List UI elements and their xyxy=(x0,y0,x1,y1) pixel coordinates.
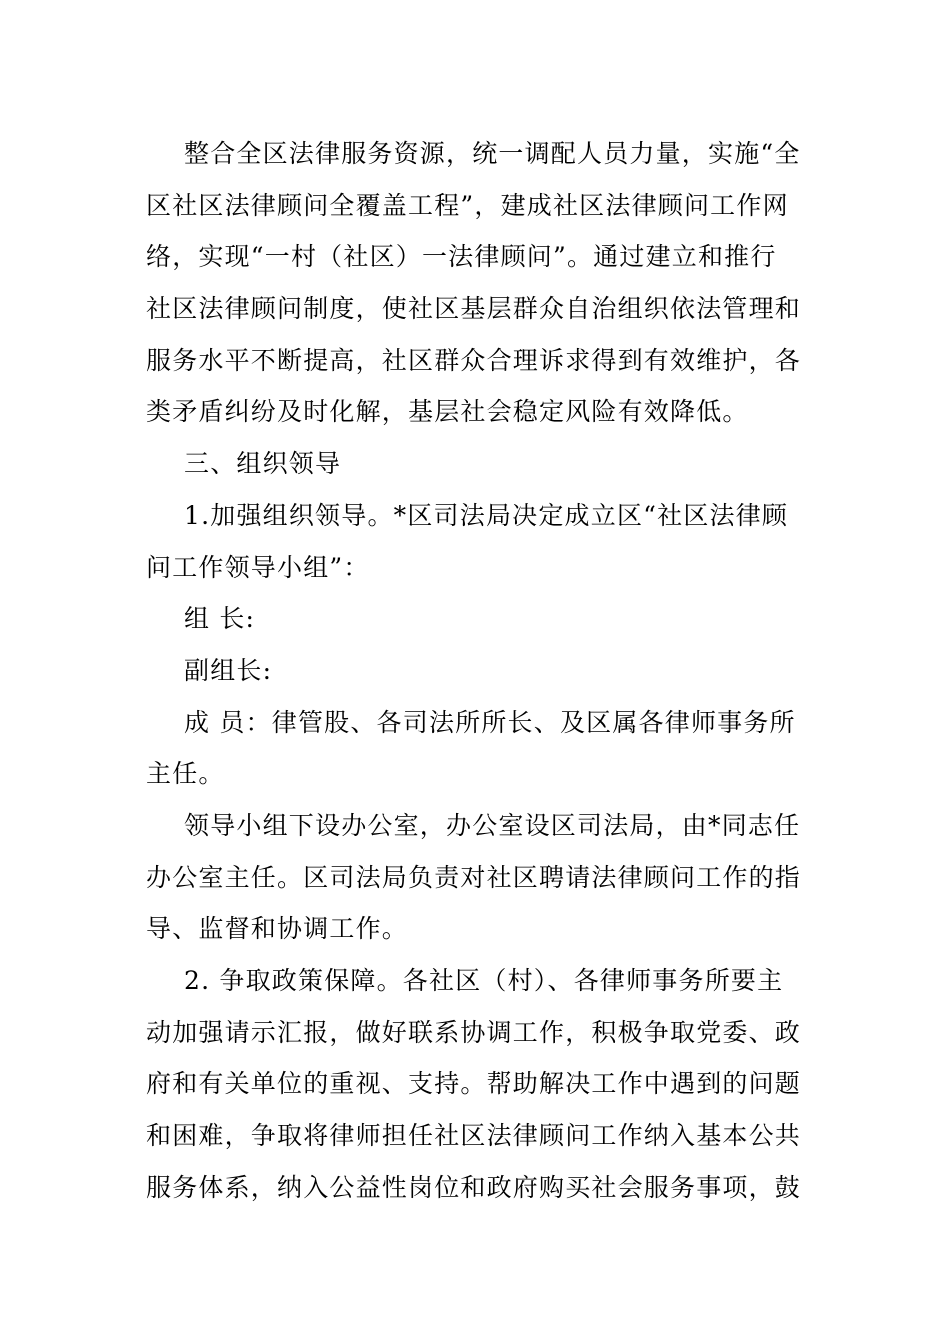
deputy-leader-line: 副组长: xyxy=(184,655,273,685)
body-text xyxy=(146,128,806,1213)
text-line-1: 整合全区法律服务资源，统一调配人员力量，实施“全 xyxy=(184,139,801,168)
text-line-2: 区社区法律顾问全覆盖工程”，建成社区法律顾问工作网 xyxy=(146,190,789,220)
text-line-6: 类矛盾纠纷及时化解，基层社会稳定风险有效降低。 xyxy=(146,397,749,427)
text-line-14: 领导小组下设办公室，办公室设区司法局，由*同志任 xyxy=(184,810,801,840)
members-line: 成 员：律管股、各司法所所长、及区属各律师事务所 xyxy=(184,707,796,737)
text-line-20: 和困难，争取将律师担任社区法律顾问工作纳入基本公共 xyxy=(146,1121,802,1151)
text-line-13: 主任。 xyxy=(146,759,225,789)
text-line-21: 服务体系，纳入公益性岗位和政府购买社会服务事项，鼓 xyxy=(146,1172,802,1202)
group-leader-line: 组 长: xyxy=(184,604,256,634)
text-line-17: 2. 争取政策保障。各社区（村）、各律师事务所要主 xyxy=(184,966,784,995)
text-line-3: 络，实现“一村（社区）一法律顾问”。通过建立和推行 xyxy=(146,242,777,272)
text-line-8: 1.加强组织领导。*区司法局决定成立区“社区法律顾 xyxy=(184,500,789,530)
section-heading-organization: 三、组织领导 xyxy=(184,449,342,479)
text-line-9: 问工作领导小组”： xyxy=(146,552,370,582)
text-line-19: 府和有关单位的重视、支持。帮助解决工作中遇到的问题 xyxy=(146,1069,802,1099)
text-line-5: 服务水平不断提高，社区群众合理诉求得到有效维护，各 xyxy=(146,345,802,375)
text-line-4: 社区法律顾问制度，使社区基层群众自治组织依法管理和 xyxy=(146,294,802,324)
text-line-18: 动加强请示汇报，做好联系协调工作，积极争取党委、政 xyxy=(146,1017,802,1047)
text-line-16: 导、监督和协调工作。 xyxy=(146,914,409,944)
text-line-15: 办公室主任。区司法局负责对社区聘请法律顾问工作的指 xyxy=(146,862,802,892)
